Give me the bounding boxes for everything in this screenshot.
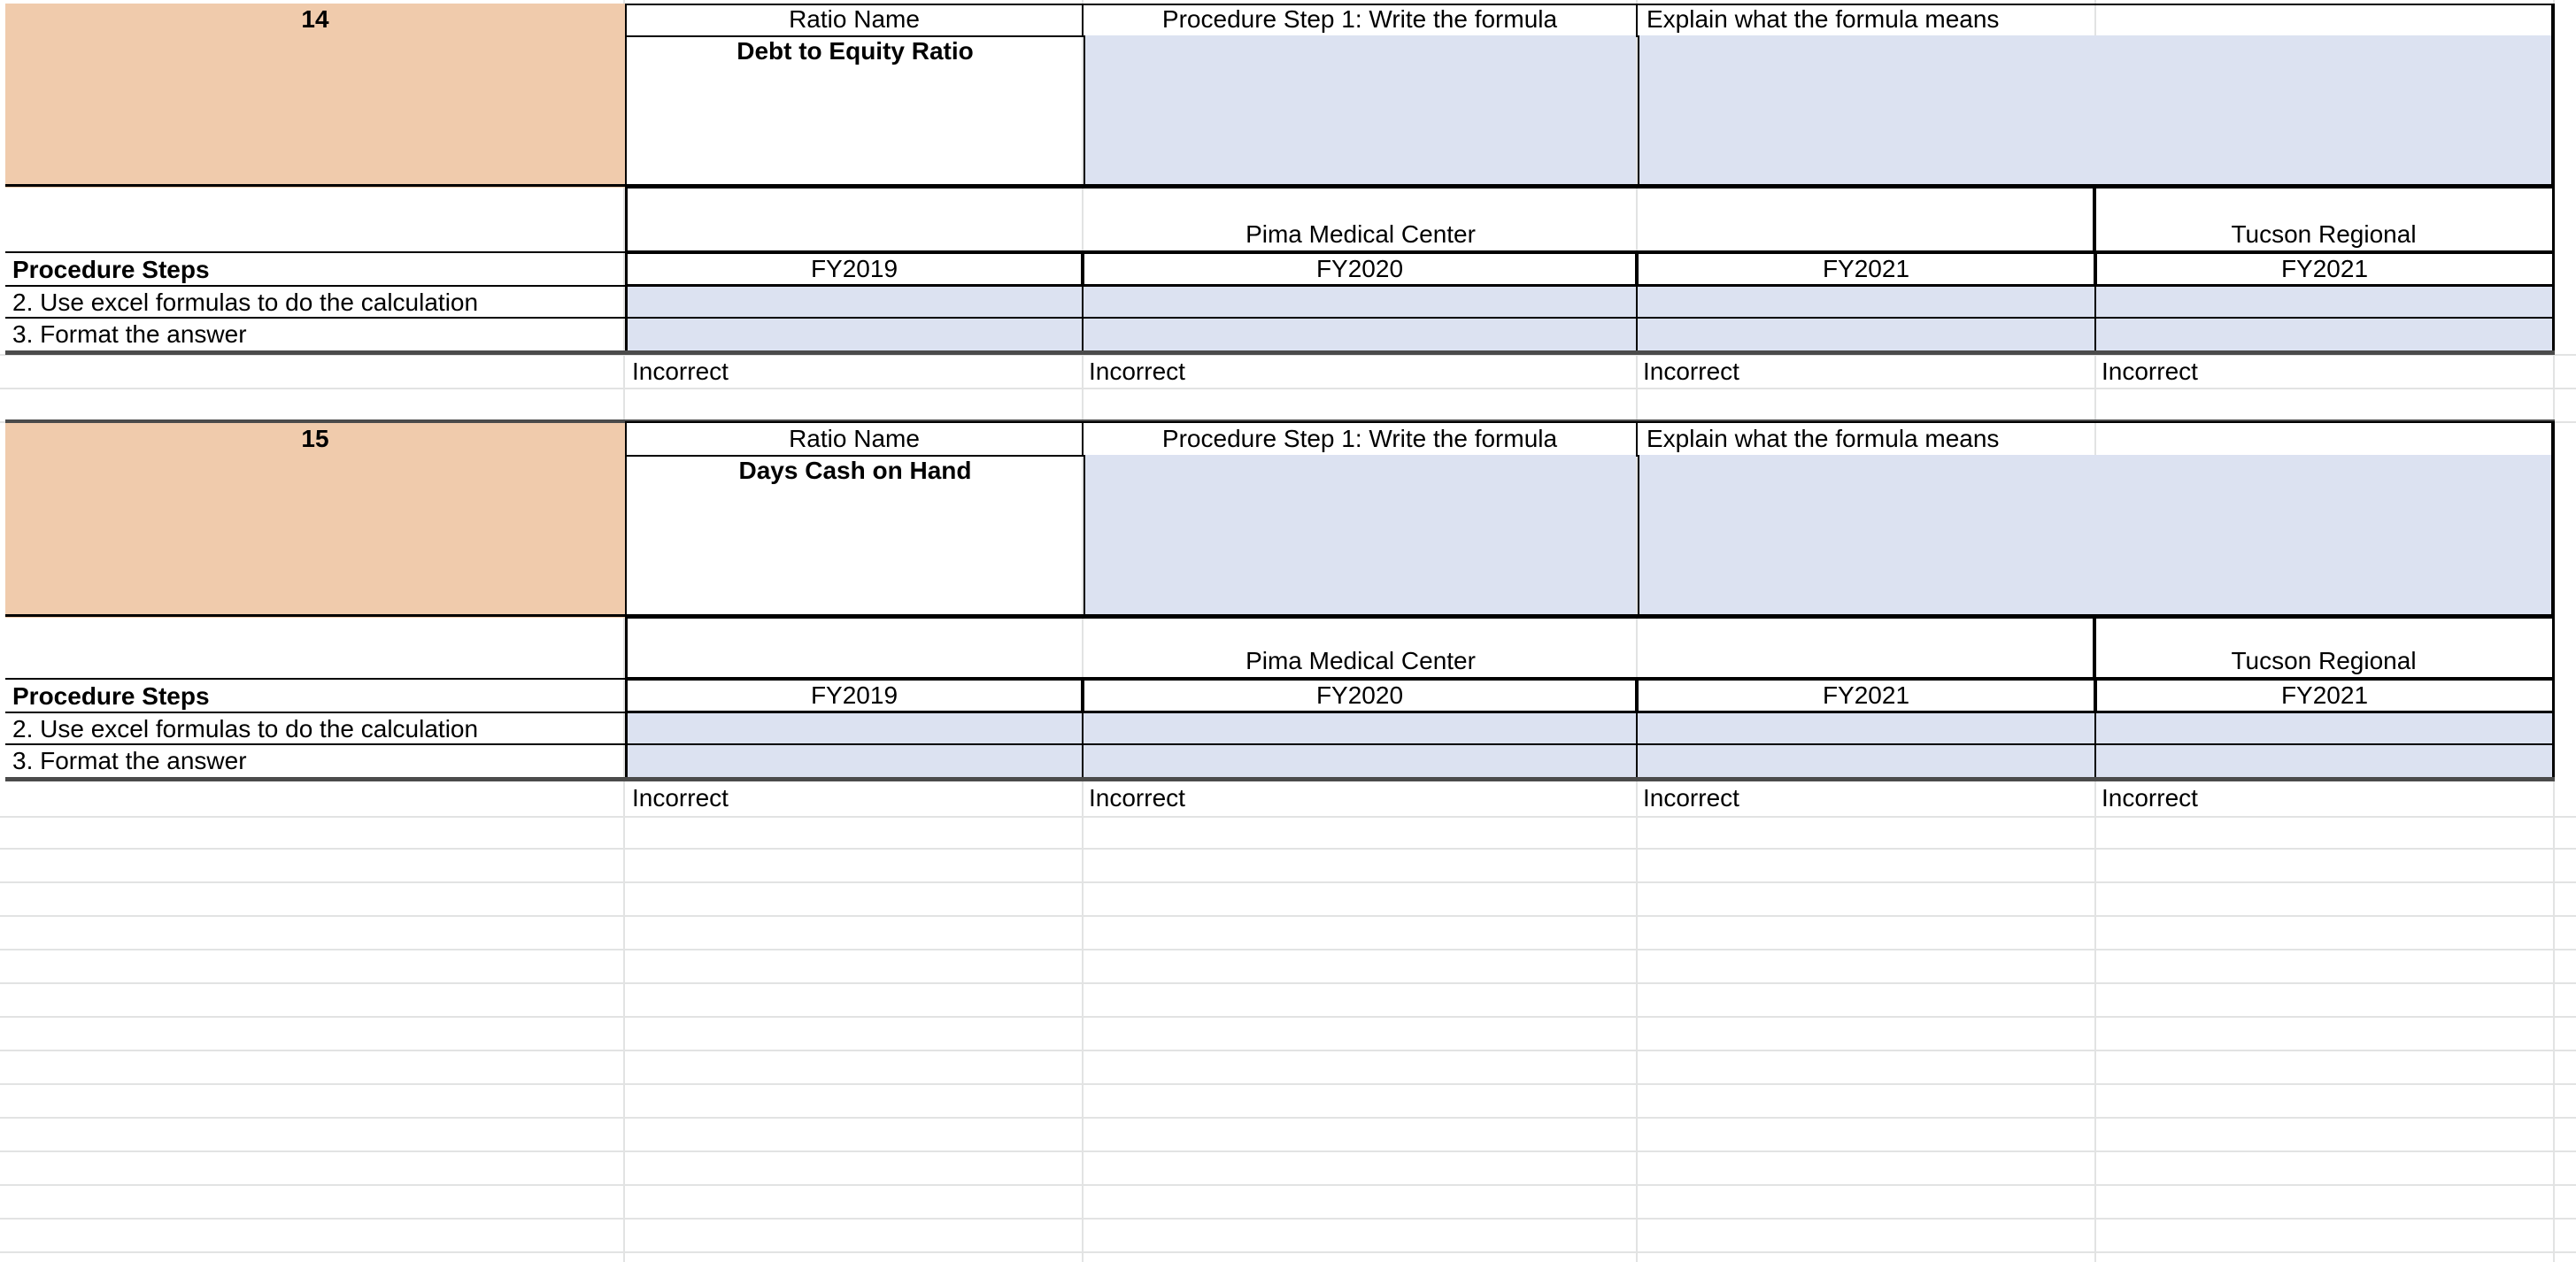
calculation-input[interactable] xyxy=(2094,712,2555,745)
year-text: FY2019 xyxy=(810,255,899,282)
calculation-input[interactable] xyxy=(1082,712,1638,745)
calculation-input[interactable] xyxy=(625,285,1084,319)
calculation-input[interactable] xyxy=(1636,712,2096,745)
entity-2-header[interactable] xyxy=(2093,186,2555,253)
block-bottom-border xyxy=(5,777,2555,781)
calculation-input[interactable] xyxy=(1636,285,2096,319)
status-cell[interactable] xyxy=(632,782,1075,814)
ratio-name-text: Debt to Equity Ratio xyxy=(737,37,974,65)
ratio-name-header-text: Ratio Name xyxy=(789,425,920,452)
status-text: Incorrect xyxy=(632,784,729,812)
ratio-name-cell[interactable] xyxy=(625,35,1084,188)
step3-text: 3. Format the answer xyxy=(12,747,247,774)
status-cell[interactable] xyxy=(1643,782,2086,814)
year-text: FY2021 xyxy=(2280,681,2369,709)
step2-label xyxy=(5,712,625,745)
explanation-input[interactable] xyxy=(1638,35,2553,186)
row-gridline xyxy=(0,1251,2576,1253)
format-input[interactable] xyxy=(625,743,1084,779)
step3-label xyxy=(5,317,625,350)
ratio-number: 14 xyxy=(301,5,329,33)
procedure-steps-label xyxy=(5,678,625,713)
ratio-name-header-text: Ratio Name xyxy=(789,5,920,33)
procedure-steps-text: Procedure Steps xyxy=(12,256,210,283)
status-cell[interactable] xyxy=(2102,356,2544,388)
ratio-number: 15 xyxy=(301,425,329,452)
row-gridline xyxy=(0,1016,2576,1018)
status-cell[interactable] xyxy=(632,356,1075,388)
calculation-input[interactable] xyxy=(2094,285,2555,319)
entity-1-text: Pima Medical Center xyxy=(1246,220,1476,248)
step1-header[interactable] xyxy=(1082,421,1638,457)
format-input[interactable] xyxy=(1636,743,2096,779)
year-text: FY2021 xyxy=(1822,255,1910,282)
year-text: FY2020 xyxy=(1315,255,1404,282)
procedure-steps-text: Procedure Steps xyxy=(12,682,210,710)
year-header[interactable] xyxy=(1636,678,2096,713)
year-header[interactable] xyxy=(625,251,1084,287)
year-text: FY2019 xyxy=(810,681,899,709)
status-cell[interactable] xyxy=(1089,356,1620,388)
border-line xyxy=(2551,421,2555,618)
status-text: Incorrect xyxy=(2102,784,2198,812)
row-gridline xyxy=(0,949,2576,950)
ratio-name-cell[interactable] xyxy=(625,455,1084,618)
formula-input[interactable] xyxy=(1084,455,1636,616)
step2-text: 2. Use excel formulas to do the calculation xyxy=(12,715,479,743)
status-cell[interactable] xyxy=(2102,782,2544,814)
format-input[interactable] xyxy=(2094,743,2555,779)
status-text: Incorrect xyxy=(1643,358,1739,385)
year-text: FY2020 xyxy=(1315,681,1404,709)
status-text: Incorrect xyxy=(1089,784,1185,812)
row-gridline xyxy=(0,1218,2576,1220)
explain-header-text: Explain what the formula means xyxy=(1647,5,2000,33)
row-gridline xyxy=(0,982,2576,984)
row-gridline xyxy=(0,1083,2576,1085)
entity-1-header[interactable] xyxy=(625,616,2096,680)
year-text: FY2021 xyxy=(1822,681,1910,709)
year-header[interactable] xyxy=(1082,251,1638,287)
explain-header[interactable] xyxy=(1636,421,2555,457)
year-text: FY2021 xyxy=(2280,255,2369,282)
explanation-input[interactable] xyxy=(1638,455,2553,616)
calculation-input[interactable] xyxy=(1082,285,1638,319)
format-input[interactable] xyxy=(2094,317,2555,352)
step1-header-text: Procedure Step 1: Write the formula xyxy=(1161,425,1558,452)
calculation-input[interactable] xyxy=(625,712,1084,745)
step3-text: 3. Format the answer xyxy=(12,320,247,348)
border-line xyxy=(2551,4,2555,188)
row-gridline xyxy=(0,1050,2576,1051)
formula-input[interactable] xyxy=(1084,35,1636,186)
explain-header[interactable] xyxy=(1636,4,2555,37)
year-header[interactable] xyxy=(2094,251,2555,287)
format-input[interactable] xyxy=(1082,743,1638,779)
year-header[interactable] xyxy=(2094,678,2555,713)
year-header[interactable] xyxy=(625,678,1084,713)
step3-label xyxy=(5,743,625,777)
status-text: Incorrect xyxy=(1643,784,1739,812)
row-gridline xyxy=(0,1150,2576,1152)
ratio-number-cell[interactable] xyxy=(5,4,625,188)
entity-2-header[interactable] xyxy=(2093,616,2555,680)
status-cell[interactable] xyxy=(1643,356,2086,388)
row-gridline xyxy=(0,816,2576,818)
ratio-name-header[interactable] xyxy=(625,421,1084,457)
step2-text: 2. Use excel formulas to do the calculation xyxy=(12,289,479,316)
format-input[interactable] xyxy=(625,317,1084,352)
explain-header-text: Explain what the formula means xyxy=(1647,425,2000,452)
row-gridline xyxy=(0,848,2576,850)
status-text: Incorrect xyxy=(1089,358,1185,385)
year-header[interactable] xyxy=(1082,678,1638,713)
year-header[interactable] xyxy=(1636,251,2096,287)
row-gridline xyxy=(0,388,2576,389)
entity-1-header[interactable] xyxy=(625,186,2096,253)
row-gridline xyxy=(0,1117,2576,1119)
row-gridline xyxy=(0,1184,2576,1186)
entity-2-text: Tucson Regional xyxy=(2231,220,2417,248)
entity-2-text: Tucson Regional xyxy=(2231,647,2417,674)
format-input[interactable] xyxy=(1636,317,2096,352)
step2-label xyxy=(5,285,625,319)
format-input[interactable] xyxy=(1082,317,1638,352)
step1-header-text: Procedure Step 1: Write the formula xyxy=(1161,5,1558,33)
row-gridline xyxy=(0,881,2576,883)
ratio-name-text: Days Cash on Hand xyxy=(738,457,972,484)
row-gridline xyxy=(0,915,2576,917)
ratio-number-cell[interactable] xyxy=(5,423,625,618)
entity-1-text: Pima Medical Center xyxy=(1246,647,1476,674)
status-text: Incorrect xyxy=(632,358,729,385)
procedure-steps-label xyxy=(5,251,625,287)
ratio-name-header[interactable] xyxy=(625,4,1084,37)
block-bottom-border xyxy=(5,350,2555,355)
status-cell[interactable] xyxy=(1089,782,1620,814)
status-text: Incorrect xyxy=(2102,358,2198,385)
step1-header[interactable] xyxy=(1082,4,1638,37)
